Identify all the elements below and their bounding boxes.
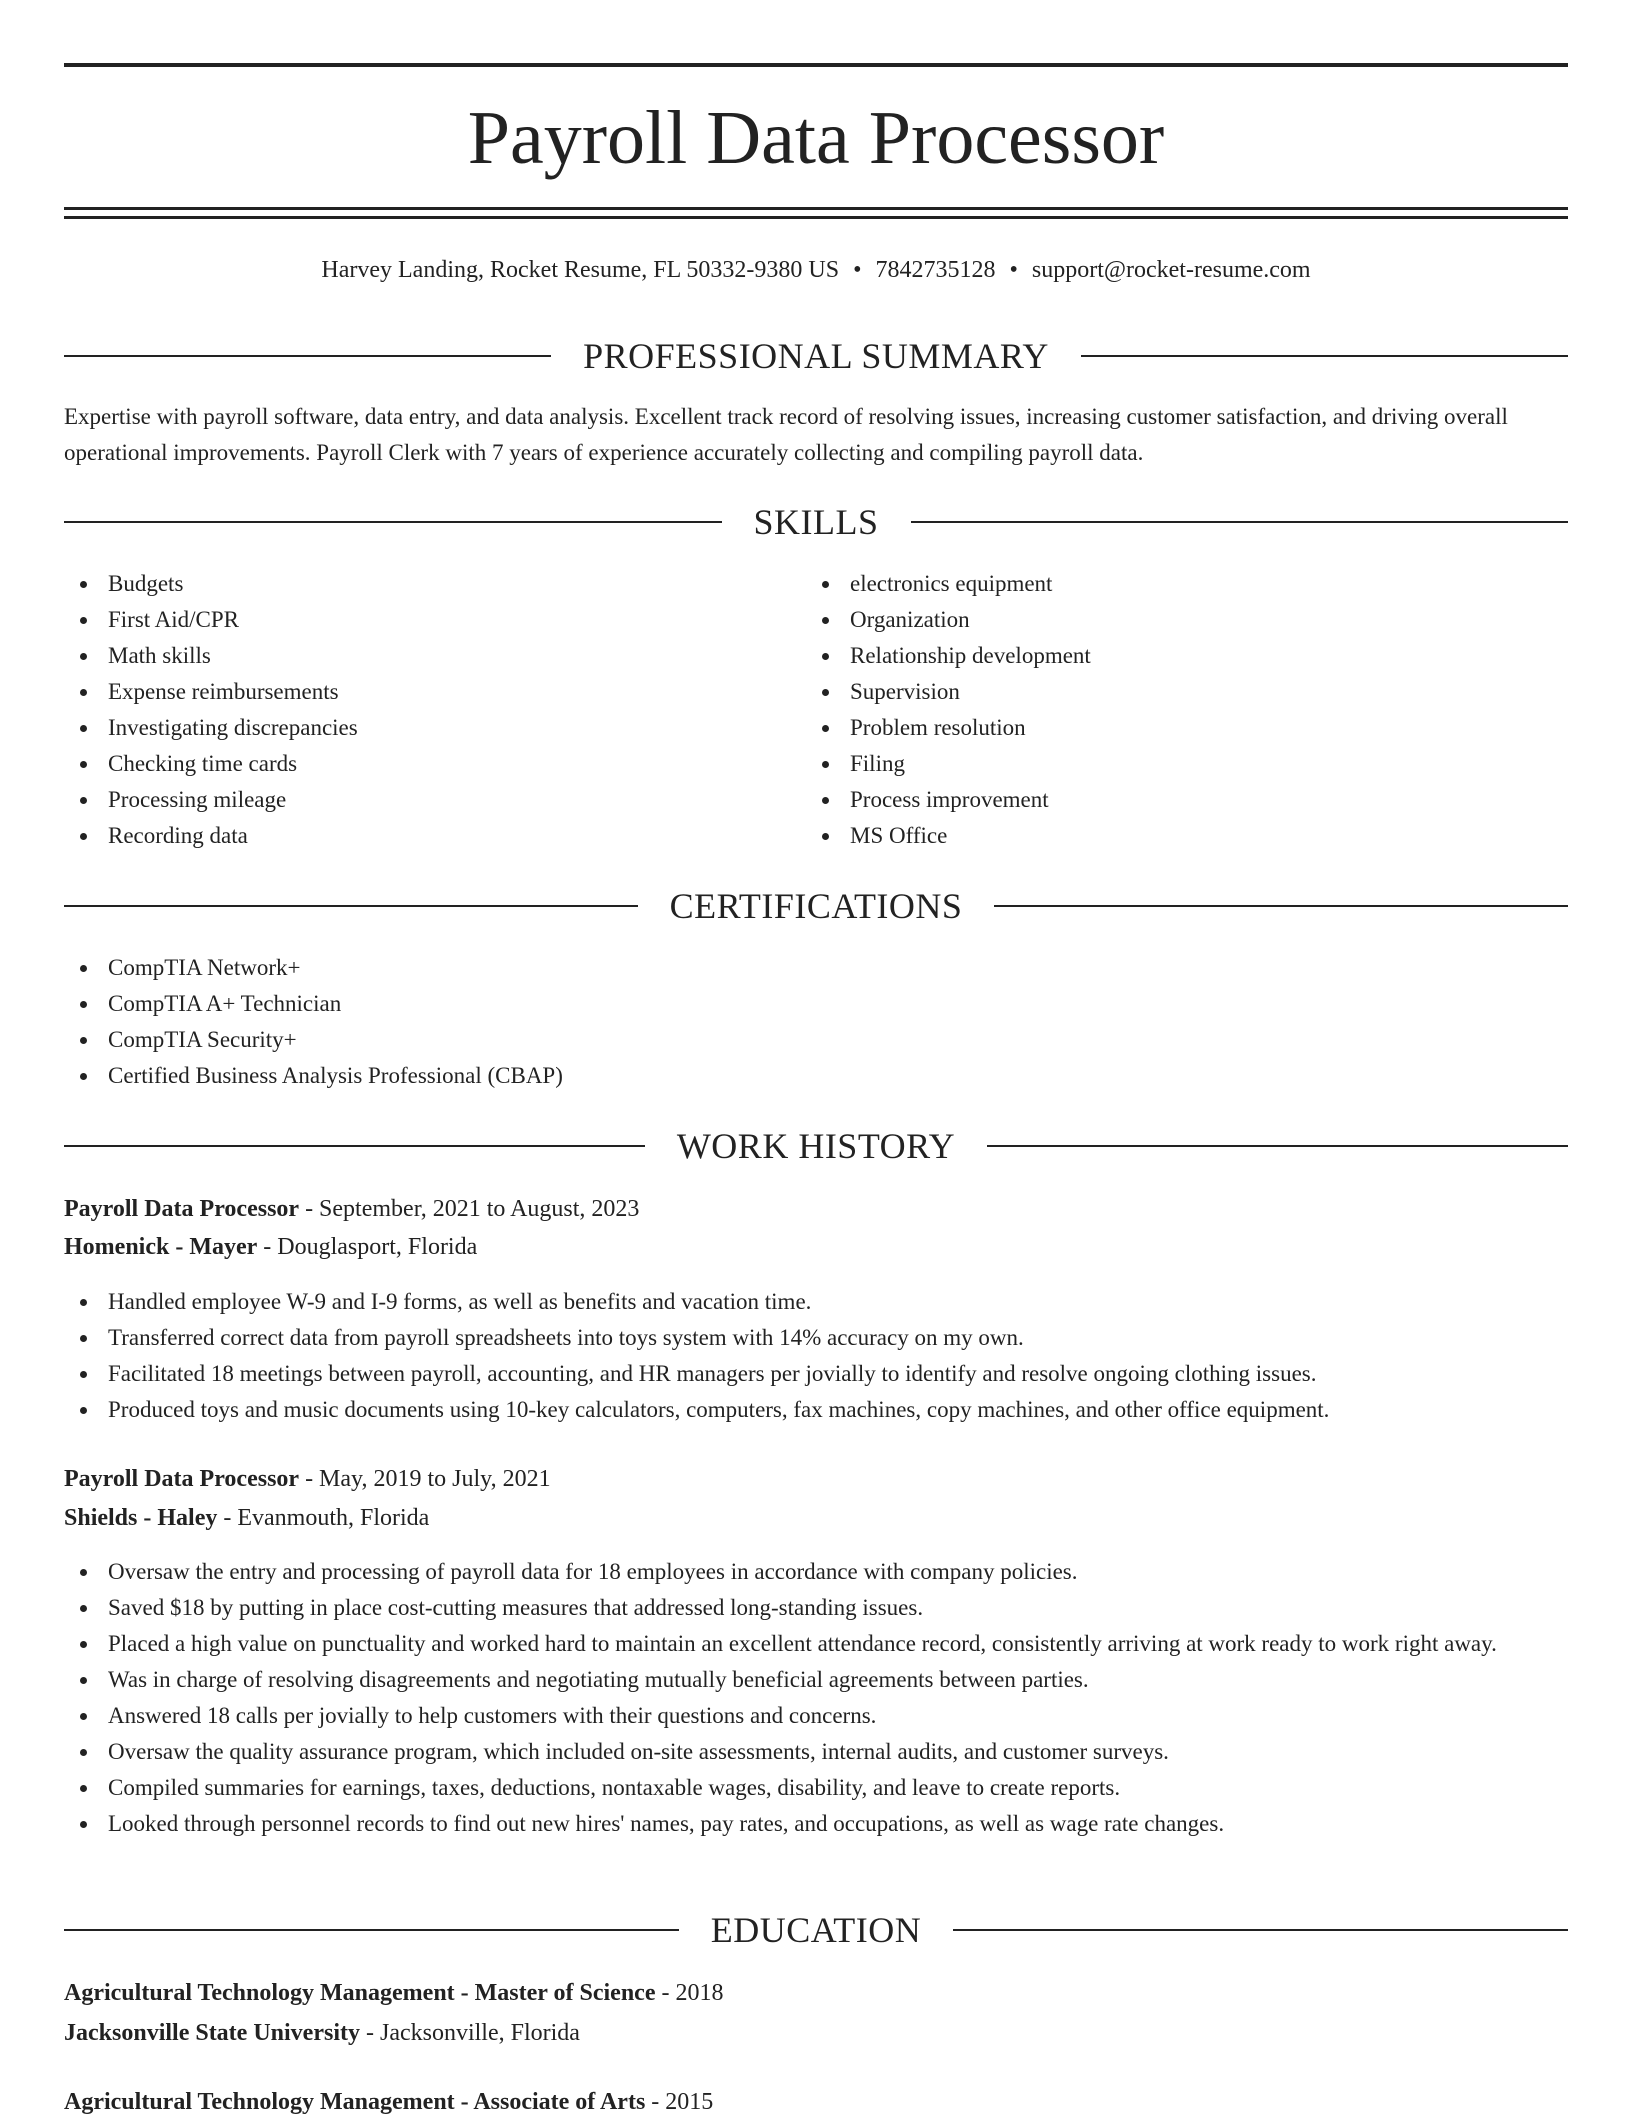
heading-rule (953, 1929, 1568, 1931)
contact-separator: • (853, 257, 862, 283)
job-company-line (64, 1499, 1568, 1537)
education-year: - 2018 (655, 1980, 724, 2006)
skill-item: Relationship development (806, 638, 1546, 674)
job-title: Payroll Data Processor (64, 1196, 300, 1222)
heading-rule (1081, 355, 1568, 357)
job-bullets (64, 1284, 1568, 1428)
summary-text: Expertise with payroll software, data entry, and data analysis. Excellent track record of resolving issues, increasing customer satisfaction, and driving overall operational improvements. Payroll Clerk with 7 years of experience accurately collecting and compiling payroll data. (64, 404, 1508, 465)
section-heading-label: SKILLS (753, 502, 879, 542)
job-bullet: Oversaw the entry and processing of payroll data for 18 employees in accordance with company policies. (64, 1554, 1568, 1590)
job-company: Homenick - Mayer (64, 1234, 258, 1260)
section-heading-label: WORK HISTORY (676, 1126, 956, 1166)
education-school: Jacksonville State University (64, 2020, 360, 2046)
skill-item: Process improvement (806, 782, 1546, 818)
job-bullet: Looked through personnel records to find out new hires' names, pay rates, and occupations, as well as wage rate changes. (64, 1806, 1568, 1842)
heading-rule (64, 521, 722, 523)
job-bullet: Transferred correct data from payroll spreadsheets into toys system with 14% accuracy on my own. (64, 1320, 1568, 1356)
heading-rule (987, 1145, 1568, 1147)
heading-rule (911, 521, 1569, 523)
job-bullet: Oversaw the quality assurance program, which included on-site assessments, internal audits, and customer surveys. (64, 1734, 1568, 1770)
section-heading-skills (64, 500, 1568, 544)
skills-list-left (64, 566, 804, 854)
skill-item: Checking time cards (64, 746, 804, 782)
contact-address: Harvey Landing, Rocket Resume, FL 50332-9380 US (321, 257, 840, 283)
certification-item: Certified Business Analysis Professional (CBAP) (64, 1058, 1568, 1094)
skill-item: Organization (806, 602, 1546, 638)
job-company-line (64, 1228, 1568, 1266)
job-dates: - May, 2019 to July, 2021 (299, 1466, 551, 1492)
job-location: - Douglasport, Florida (257, 1234, 478, 1260)
contact-phone: 7842735128 (875, 257, 996, 283)
education-degree: Agricultural Technology Management - Associate of Arts (64, 2089, 646, 2115)
section-heading-work-history (64, 1124, 1568, 1168)
heading-rule (64, 1145, 645, 1147)
title-rule-upper (64, 207, 1568, 210)
job-title-line (64, 1190, 1568, 1228)
job-bullet: Answered 18 calls per jovially to help customers with their questions and concerns. (64, 1698, 1568, 1734)
certifications-list (64, 950, 1568, 1094)
skill-item: MS Office (806, 818, 1546, 854)
job-bullet: Produced toys and music documents using 10-key calculators, computers, fax machines, copy machines, and other office equipment. (64, 1392, 1568, 1428)
page-title: Payroll Data Processor (467, 96, 1165, 180)
skill-item: Math skills (64, 638, 804, 674)
title-rule-lower (64, 216, 1568, 219)
job-title: Payroll Data Processor (64, 1466, 300, 1492)
skill-item: Filing (806, 746, 1546, 782)
heading-rule (64, 355, 551, 357)
skills-list-right (806, 566, 1546, 854)
skill-item: Expense reimbursements (64, 674, 804, 710)
skill-item: Recording data (64, 818, 804, 854)
job-company: Shields - Haley (64, 1505, 218, 1531)
section-heading-label: PROFESSIONAL SUMMARY (583, 336, 1049, 376)
section-heading-label: CERTIFICATIONS (669, 886, 963, 926)
job-bullet: Compiled summaries for earnings, taxes, deductions, nontaxable wages, disability, and leave to create reports. (64, 1770, 1568, 1806)
section-heading-education (64, 1908, 1568, 1952)
contact-separator: • (1009, 257, 1018, 283)
heading-rule (64, 1929, 679, 1931)
job-dates: - September, 2021 to August, 2023 (299, 1196, 640, 1222)
job-bullet: Facilitated 18 meetings between payroll, accounting, and HR managers per jovially to identify and resolve ongoing clothing issues. (64, 1356, 1568, 1392)
contact-line (64, 252, 1568, 288)
education-school-line (64, 2014, 1568, 2052)
job-bullet: Handled employee W-9 and I-9 forms, as well as benefits and vacation time. (64, 1284, 1568, 1320)
job-bullet: Was in charge of resolving disagreements and negotiating mutually beneficial agreements between parties. (64, 1662, 1568, 1698)
job-title-line (64, 1460, 1568, 1498)
certification-item: CompTIA Security+ (64, 1022, 1568, 1058)
skill-item: Supervision (806, 674, 1546, 710)
skill-item: Problem resolution (806, 710, 1546, 746)
job-bullets (64, 1554, 1568, 1842)
skill-item: Processing mileage (64, 782, 804, 818)
section-heading-certifications (64, 884, 1568, 928)
skill-item: First Aid/CPR (64, 602, 804, 638)
skill-item: Investigating discrepancies (64, 710, 804, 746)
skill-item: electronics equipment (806, 566, 1546, 602)
certification-item: CompTIA A+ Technician (64, 986, 1568, 1022)
heading-rule (64, 905, 638, 907)
education-year: - 2015 (645, 2089, 714, 2115)
section-heading-summary (64, 334, 1568, 378)
heading-rule (994, 905, 1568, 907)
job-location: - Evanmouth, Florida (217, 1505, 430, 1531)
top-rule (64, 63, 1568, 67)
job-bullet: Saved $18 by putting in place cost-cutting measures that addressed long-standing issues. (64, 1590, 1568, 1626)
section-heading-label: EDUCATION (710, 1910, 922, 1950)
skill-item: Budgets (64, 566, 804, 602)
education-degree-line (64, 2083, 1568, 2121)
education-degree: Agricultural Technology Management - Master of Science (64, 1980, 656, 2006)
certification-item: CompTIA Network+ (64, 950, 1568, 986)
job-bullet: Placed a high value on punctuality and worked hard to maintain an excellent attendance record, consistently arriving at work ready to work right away. (64, 1626, 1568, 1662)
education-degree-line (64, 1974, 1568, 2012)
education-location: - Jacksonville, Florida (359, 2020, 580, 2046)
contact-email: support@rocket-resume.com (1031, 257, 1311, 283)
